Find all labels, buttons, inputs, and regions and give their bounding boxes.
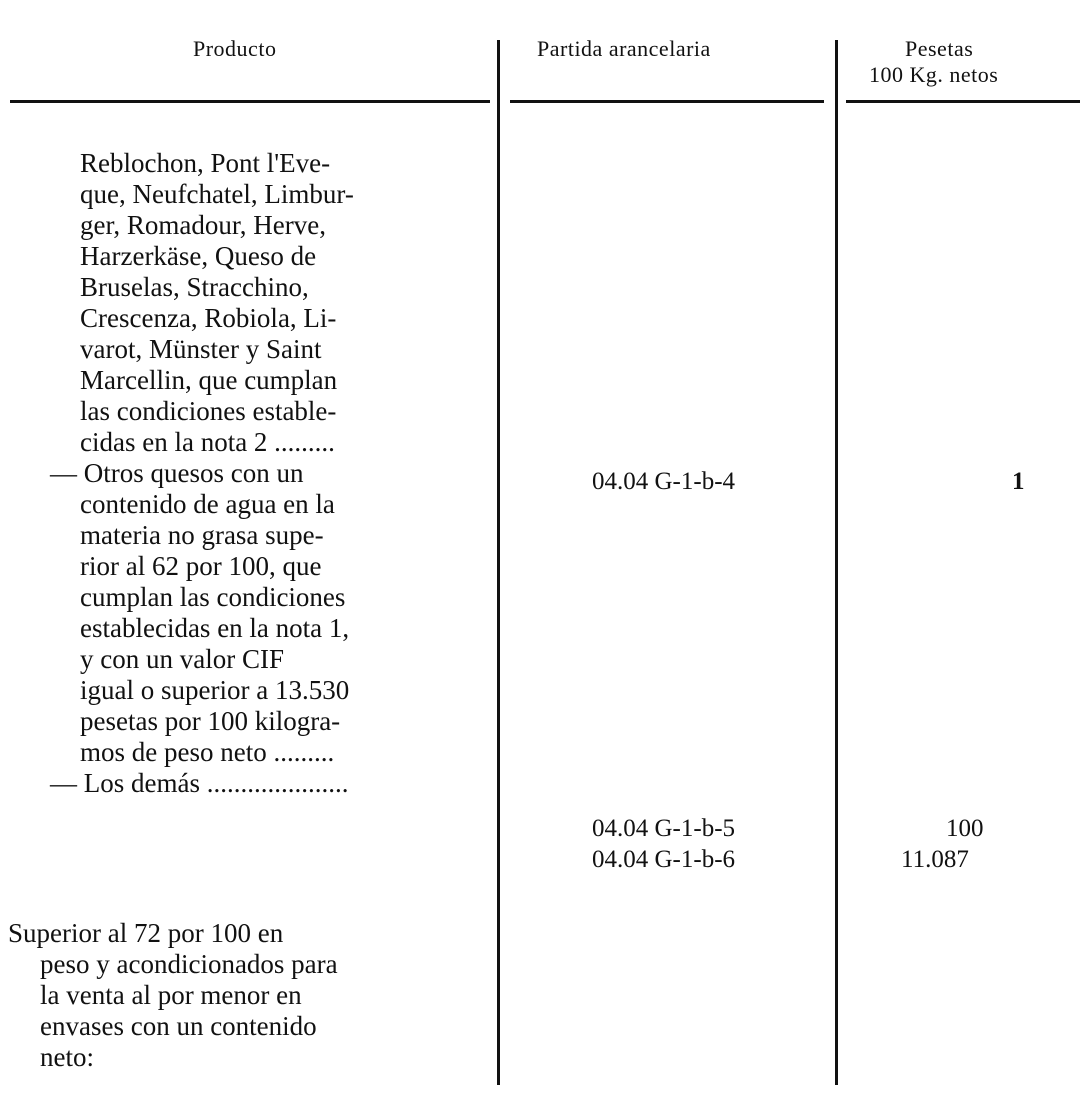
desc-line: las condiciones estable- (80, 396, 337, 426)
desc-line: Harzerkäse, Queso de (80, 241, 317, 271)
header-partida-arancelaria: Partida arancelaria (537, 36, 711, 61)
column-divider-2 (835, 40, 838, 1085)
desc-line: envases con un contenido (40, 1011, 317, 1041)
desc-line: Bruselas, Stracchino, (80, 272, 309, 302)
desc-line: varot, Münster y Saint (80, 334, 322, 364)
desc-line: peso y acondicionados para (40, 949, 338, 979)
header-producto: Producto (193, 36, 277, 61)
product-description-block-2 (8, 918, 338, 1073)
desc-line: contenido de agua en la (80, 489, 335, 519)
desc-line: igual o superior a 13.530 (80, 675, 350, 705)
desc-line: mos de peso neto ......... (80, 737, 335, 767)
price-value: 11.087 (901, 846, 969, 873)
desc-line: y con un valor CIF (80, 644, 284, 674)
desc-line: pesetas por 100 kilogra- (80, 706, 341, 736)
header-pesetas: Pesetas (905, 36, 974, 61)
desc-line: rior al 62 por 100, que (80, 551, 322, 581)
tariff-code: 04.04 G-1-b-6 (592, 846, 736, 873)
header-rule-producto (10, 100, 490, 103)
column-divider-1 (497, 40, 500, 1085)
desc-line: ger, Romadour, Herve, (80, 210, 327, 240)
tariff-code: 04.04 G-1-b-5 (592, 815, 736, 842)
desc-line: materia no grasa supe- (80, 520, 324, 550)
desc-line: que, Neufchatel, Limbur- (80, 179, 354, 209)
header-rule-pesetas (846, 100, 1080, 103)
desc-line: cidas en la nota 2 ......... (80, 427, 335, 457)
desc-line: — Otros quesos con un (50, 458, 304, 488)
desc-line: neto: (40, 1042, 94, 1072)
header-unit: 100 Kg. netos (869, 62, 999, 87)
desc-line: — Los demás ..................... (50, 768, 349, 798)
desc-line: Marcellin, que cumplan (80, 365, 338, 395)
price-value: 1 (1012, 468, 1025, 495)
desc-line: establecidas en la nota 1, (80, 613, 350, 643)
desc-line: cumplan las condiciones (80, 582, 346, 612)
price-value: 100 (946, 815, 984, 842)
desc-line: Crescenza, Robiola, Li- (80, 303, 337, 333)
desc-line: la venta al por menor en (40, 980, 302, 1010)
product-description-block (50, 148, 354, 799)
header-rule-partida (510, 100, 824, 103)
tariff-code: 04.04 G-1-b-4 (592, 468, 736, 495)
desc-line: Superior al 72 por 100 en (8, 918, 284, 948)
desc-line: Reblochon, Pont l'Eve- (80, 148, 331, 178)
